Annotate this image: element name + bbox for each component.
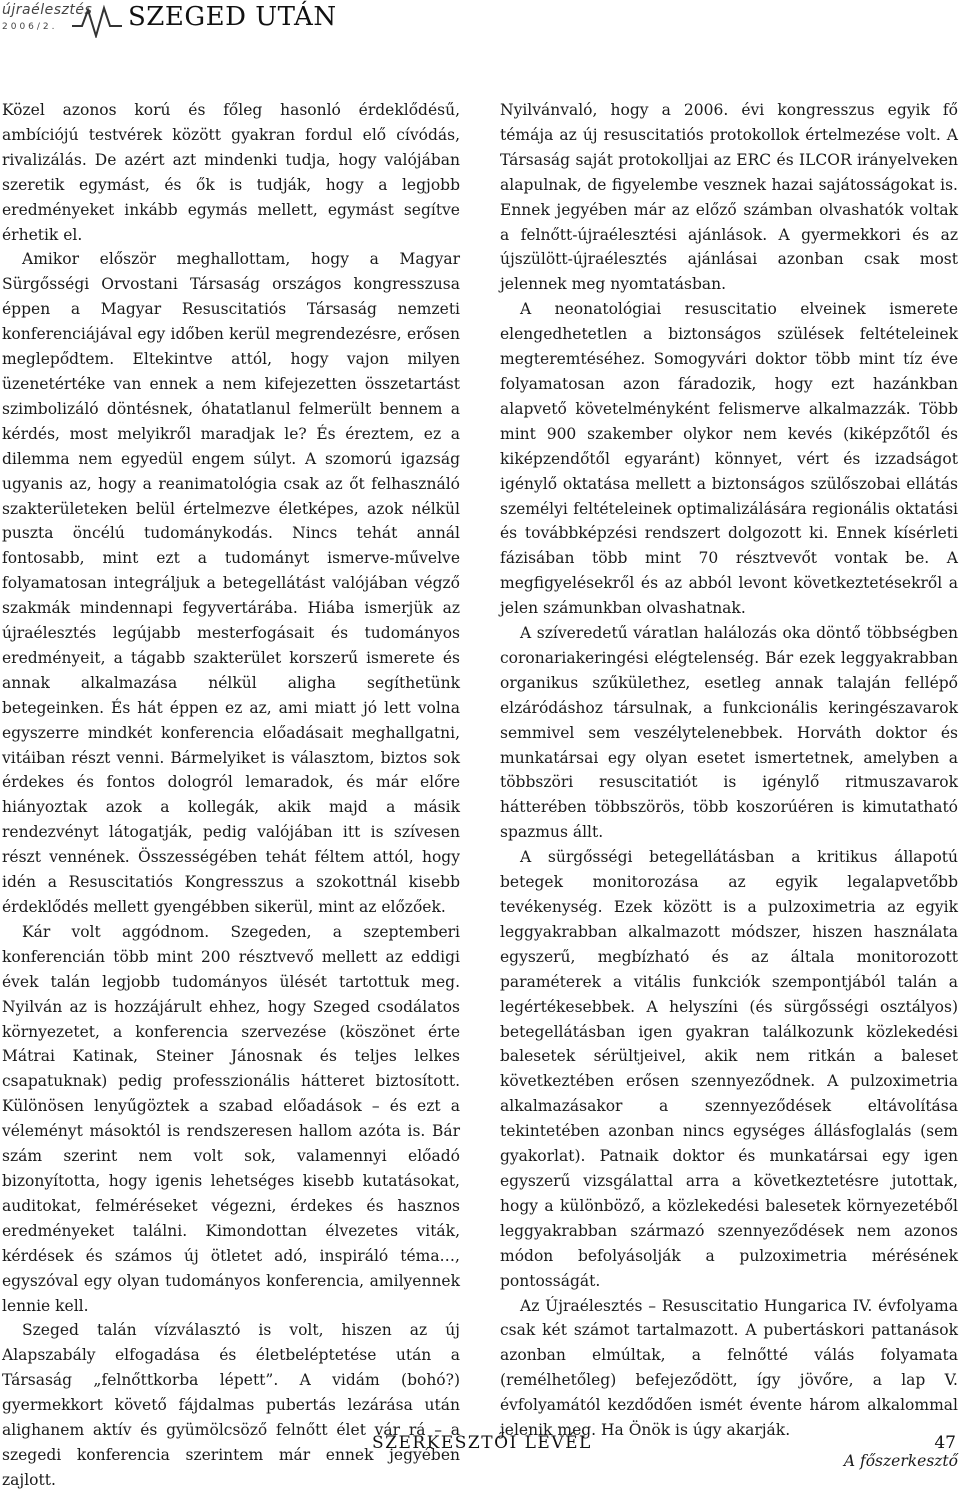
section-label: SZERKESZTŐI LEVÉL: [372, 1433, 592, 1453]
page-header: [0, 0, 960, 48]
paragraph: Kár volt aggódnom. Szegeden, a szeptemberi konferencián több mint 200 résztvevő mellett az eddigi évek talán legjobb tudományos ülését tartottuk meg. Nyilván az is hozzájárult ehhez, hogy Szeged csodálatos környezetet, a konferencia szervezése (köszönet érte Mátrai Katinak, Steiner Jánosnak és teljes lelkes csapatuknak) pedig professzionális hátteret biztosított. Különösen lenyűgöztek a szabad előadások – és ezt a véleményt másoktól is rendszeresen hallom azóta is. Bár szám szerint nem volt sok, valamennyi előadó bizonyította, hogy igenis lehetséges kisebb kutatásokat, auditokat, felméréseket végezni, érdekes és hasznos eredményeket találni. Kimondottan élvezetes viták, kérdések és számos új ötletet adó, inspiráló téma…, egyszóval egy olyan tudományos konferencia, amilyennek lennie kell.: [2, 922, 460, 1315]
paragraph: Az Újraélesztés – Resuscitatio Hungarica IV. évfolyama csak két számot tartalmazott. A pubertáskori pattanások azonban elmúltak, a felnőtté válás folyamata (remélhetőleg) befejeződött, így jövőre, a lap V. évfolyamától kezdődően ismét évente három alkalommal jelenik meg. Ha Önök is úgy akarják.: [500, 1296, 958, 1440]
right-column: [500, 98, 958, 1474]
paragraph: A neonatológiai resuscitatio elveinek ismerete elengedhetetlen a biztonságos szülések feltételeinek megteremtéséhez. Somogyvári doktor több mint tíz éve folyamatosan azon fáradozik, hogy ezt hazánkban alapvető követelményként felismerve alkalmazzák. Több mint 900 szakember olykor nem kevés (kiképzőtől és kiképzendőtől egyaránt) könnyet, vért és izzadságot igénylő oktatása mellett a biztonságos szülőszobai ellátás személyi feltételeinek optimalizálására regionális oktatási és továbbképzési rendszert dolgozott ki. Ennek kísérleti fázisában több mint 70 résztvevőt vontak be. A megfigyelésekről és az abból levont következtetésekről a jelen számunkban olvashatnak.: [500, 300, 958, 618]
page-title: SZEGED UTÁN: [128, 2, 337, 32]
issue-number: 2006/2.: [2, 22, 58, 32]
paragraph: Amikor először meghallottam, hogy a Magyar Sürgősségi Orvostani Társaság országos kongresszusa éppen a Magyar Resuscitatiós Társaság nemzeti konferenciájával egy időben kerül megrendezésre, erősen meglepődtem. Eltekintve attól, hogy vajon milyen üzenetértéke van ennek a nem kifejezetten összetartást szimbolizáló döntésnek, óhatatlanul felmerült bennem a kérdés, most melyikről maradjak le? És éreztem, ez a dilemma nem egyedül engem súlyt. A szomorú igazság ugyanis az, hogy a reanimatológia csak az őt felhasználó szakterületeken belül értelmezve életképes, azok nélkül puszta öncélú tudománykodás. Nincs tehát annál fontosabb, mint ezt a tudományt ismerve-művelve folyamatosan integráljuk a betegellátást valójában végző szakmák mindennapi fegyvertárába. Hiába ismerjük az újraélesztés legújabb mesterfogásait és tudományos eredményeit, a tágabb szakterület korszerű ismerete és annak alkalmazása nélkül aligha segíthetünk betegeinken. És hát éppen ez az, ami miatt jó lett volna egyszerre mindkét konferencia előadásait meghallgatni, vitáiban részt venni. Bármelyiket is választom, biztos sok érdekes és fontos dologról lemaradok, és már előre hiányoztak azok a kollegák, akik majd a másik rendezvényt látogatják, pedig valójában itt is szívesen részt vennének. Összességében tehát féltem attól, hogy idén a Resuscitatiós Kongresszus a szokottnál kisebb érdeklődés mellett gyengébben sikerül, mint az előzőek.: [2, 250, 460, 916]
ecg-wave-icon: [72, 4, 122, 38]
signature: A főszerkesztő: [843, 1451, 958, 1470]
page-number: 47: [934, 1433, 956, 1453]
paragraph: Közel azonos korú és főleg hasonló érdeklődésű, ambíciójú testvérek között gyakran fordul elő cívódás, rivalizálás. De azért azt mindenki tudja, hogy valójában szeretik egymást, és ők is tudják, hogy a legjobb eredményeket inkább egymás mellett, egymást segítve érhetik el.: [2, 101, 460, 244]
paragraph: Nyilvánvaló, hogy a 2006. évi kongresszus egyik fő témája az új resuscitatiós protokollok értelmezése volt. A Társaság saját protokolljai az ERC és ILCOR irányelveken alapulnak, de figyelembe vesznek hazai sajátosságokat is. Ennek jegyében már az előző számban olvashatók voltak a felnőtt-újraélesztési ajánlások. A gyermekkori és az újszülött-újraélesztés ajánlásai azonban csak most jelennek meg nyomtatásban.: [500, 101, 958, 294]
journal-brand: újraélesztés: [2, 2, 93, 18]
left-column: [2, 98, 460, 1493]
paragraph: Szeged talán vízválasztó is volt, hiszen az új Alapszabály elfogadása és életbeléptetése után a Társaság „felnőttkorba lépett”. A vidám (bohó?) gyermekkort követő fájdalmas pubertás lezárása után alighanem aktív és gyümölcsöző felnőtt élet vár rá – a szegedi konferencia szerintem már ennek jegyében zajlott.: [2, 1321, 460, 1489]
paragraph: A sürgősségi betegellátásban a kritikus állapotú betegek monitorozása az egyik legalapvetőbb tevékenység. Ezek között is a pulzoximetria az egyik leggyakrabban alkalmazott módszer, hiszen használata egyszerű, megbízható és az általa monitorozott paraméterek a vitális funkciók szempontjából talán a legértékesebbek. A helyszíni (és sürgősségi osztályos) betegellátásban igen gyakran találkozunk közlekedési balesetek sérültjeivel, akik nem ritkán a baleset következtében erősen szennyeződnek. A pulzoximetria alkalmazásakor a szennyeződések eltávolítása tekintetében azonban nincs egységes állásfoglalás (sem gyakorlat). Patnaik doktor és munkatársai egy igen egyszerű vizsgálattal arra a következtetésre jutottak, hogy a különböző, a közlekedési balesetek környezetéből leggyakrabban származó szennyeződések nem azonos módon befolyásolják a pulzoximetria mérésének pontosságát.: [500, 848, 958, 1290]
paragraph: A szíveredetű váratlan halálozás oka döntő többségben coronariakeringési elégtelenség. Bár ezek leggyakrabban organikus szűkülethez, esetleg annak talaján fellépő elzáródáshoz társulnak, a funkcionális keringészavarok semmivel sem veszélytelenebbek. Horváth doktor és munkatársai egy olyan esetet ismertetnek, amelyben a többszöri resuscitatiót is igénylő ritmuszavarok hátterében többszörös, több koszorúéren is kimutatható spazmus állt.: [500, 624, 958, 842]
